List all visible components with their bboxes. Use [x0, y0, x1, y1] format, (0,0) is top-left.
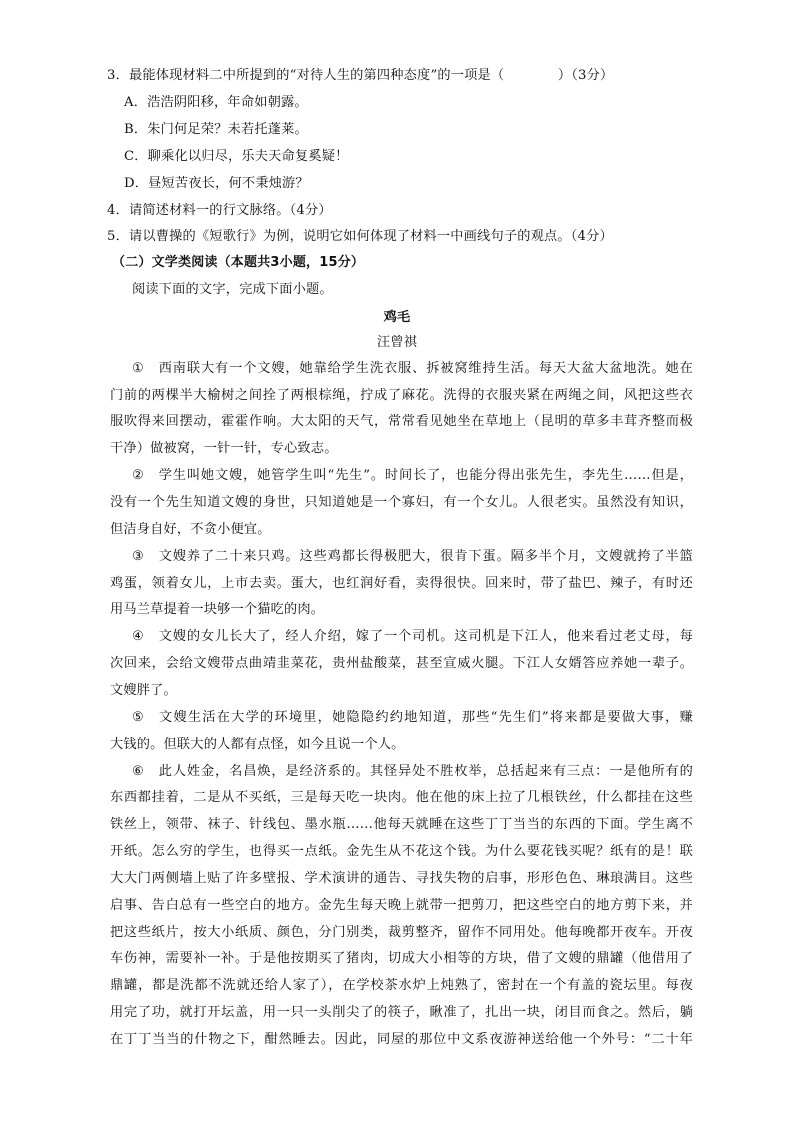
paragraph-5-line-1: ⑤ 文嫂生活在大学的环境里，她隐隐约约地知道，那些“先生们”将来都是要做大事，赚: [132, 710, 693, 725]
paragraph-3-line-2: 鸡蛋，领着女儿，上市去卖。蛋大，也红润好看，卖得很快。回来时，带了盐巴、辣子，有时还: [110, 576, 693, 591]
paragraph-2-line-1: ② 学生叫她文嫂，她管学生叫“先生”。时间长了，也能分得出张先生，李先生……但是，: [132, 468, 693, 483]
paragraph-2-line-3: 但洁身自好，不贪小便宜。: [110, 522, 271, 537]
paragraph-1-line-4: 干净）做被窝，一针一针，专心致志。: [110, 441, 338, 456]
paragraph-6-line-6: 启事、告白总有一些空白的地方。金先生每天晚上就带一把剪刀，把这些空白的地方剪下来，并: [110, 898, 693, 913]
paragraph-number: ⑤: [132, 710, 145, 725]
section-instruction: 阅读下面的文字，完成下面小题。: [132, 282, 333, 297]
paragraph-6-line-5: 大大门两侧墙上贴了许多壁报、学术演讲的通告、寻找失物的启事，形形色色、琳琅满目。这些: [110, 871, 693, 886]
paragraph-number: ①: [132, 361, 145, 376]
paragraph-6-line-3: 铁丝上，领带、袜子、针线包、墨水瓶……他每天就睡在这些丁丁当当的东西的下面。学生离不: [110, 817, 693, 832]
question-3-option-d: D．昼短苦夜长，何不秉烛游？: [124, 176, 309, 191]
paragraph-1-line-3: 服吹得来回摆动，霍霍作响。大太阳的天气，常常看见她坐在草地上（昆明的草多丰茸齐整而极: [110, 414, 693, 429]
question-3-option-a: A．浩浩阴阳移，年命如朝露。: [124, 95, 308, 110]
question-3-option-b: B．朱门何足荣？未若托蓬莱。: [124, 122, 308, 137]
paragraph-3-line-3: 用马兰草提着一块够一个猫吃的肉。: [110, 602, 325, 617]
article-author: 汪曾祺: [376, 335, 418, 350]
paragraph-6-line-11: 在丁丁当当的什物之下，酣然睡去。因此，同屋的那位中文系夜游神送给他一个外号：“二十年: [110, 1032, 693, 1047]
paragraph-6-line-7: 把这些纸片，按大小纸质、颜色，分门别类，裁剪整齐，留作不同用处。他每晚都开夜车。开夜: [110, 925, 693, 940]
paragraph-1-line-2: 门前的两棵半大榆树之间拴了两根棕绳，拧成了麻花。洗得的衣服夹紧在两绳之间，风把这些衣: [110, 388, 693, 403]
paragraph-number: ③: [132, 549, 145, 564]
paragraph-6-line-10: 用完了功，就打开坛盖，用一只一头削尖了的筷子，瞅准了，扎出一块，闭目而食之。然后，躺: [110, 1005, 693, 1020]
paragraph-4-line-2: 次回来，会给文嫂带点曲靖韭菜花，贵州盐酸菜，甚至宣威火腿。下江人女婿答应养她一辈子。: [110, 656, 693, 671]
section-heading: （二）文学类阅读（本题共3小题，15分）: [112, 255, 365, 270]
paragraph-6-line-8: 车伤神，需要补一补。于是他按期买了猪肉，切成大小相等的方块，借了文嫂的鼎罐（他借用了: [110, 951, 693, 966]
question-5: 5．请以曹操的《短歌行》为例，说明它如何体现了材料一中画线句子的观点。（4分）: [107, 229, 613, 244]
article-title: 鸡毛: [383, 310, 411, 325]
paragraph-3-line-1: ③ 文嫂养了二十来只鸡。这些鸡都长得极肥大，很肯下蛋。隔多半个月，文嫂就挎了半篮: [132, 549, 693, 564]
paragraph-number: ④: [132, 629, 145, 644]
paragraph-number: ②: [132, 468, 145, 483]
paragraph-6-line-9: 鼎罐，都是洗都不洗就还给人家了），在学校茶水炉上炖熟了，密封在一个有盖的瓷坛里。每夜: [110, 978, 693, 993]
paragraph-1-line-1: ① 西南联大有一个文嫂，她靠给学生洗衣服、拆被窝维持生活。每天大盆大盆地洗。她在: [132, 361, 693, 376]
paragraph-6-line-4: 开纸。怎么穷的学生，也得买一点纸。金先生从不花这个钱。为什么要花钱买呢？纸有的是！联: [110, 844, 693, 859]
paragraph-6-line-1: ⑥ 此人姓金，名昌焕，是经济系的。其怪异处不胜枚举，总括起来有三点：一是他所有的: [132, 764, 693, 779]
paragraph-5-line-2: 大钱的。但联大的人都有点怪，如今且说一个人。: [110, 737, 405, 752]
paragraph-4-line-3: 文嫂胖了。: [110, 683, 177, 698]
paragraph-number: ⑥: [132, 764, 145, 779]
paragraph-4-line-1: ④ 文嫂的女儿长大了，经人介绍，嫁了一个司机。这司机是下江人，他来看过老丈母，每: [132, 629, 693, 644]
question-4: 4．请简述材料一的行文脉络。（4分）: [107, 203, 332, 218]
paragraph-2-line-2: 没有一个先生知道文嫂的身世，只知道她是一个寡妇，有一个女儿。人很老实。虽然没有知识，: [110, 495, 693, 510]
question-3-option-c: C．聊乘化以归尽，乐夫天命复奚疑！: [124, 149, 349, 164]
paragraph-6-line-2: 东西都挂着，二是从不买纸，三是每天吃一块肉。他在他的床上拉了几根铁丝，什么都挂在这些: [110, 790, 693, 805]
question-3: 3．最能体现材料二中所提到的“对待人生的第四种态度”的一项是（ ）（3分）: [107, 68, 614, 83]
